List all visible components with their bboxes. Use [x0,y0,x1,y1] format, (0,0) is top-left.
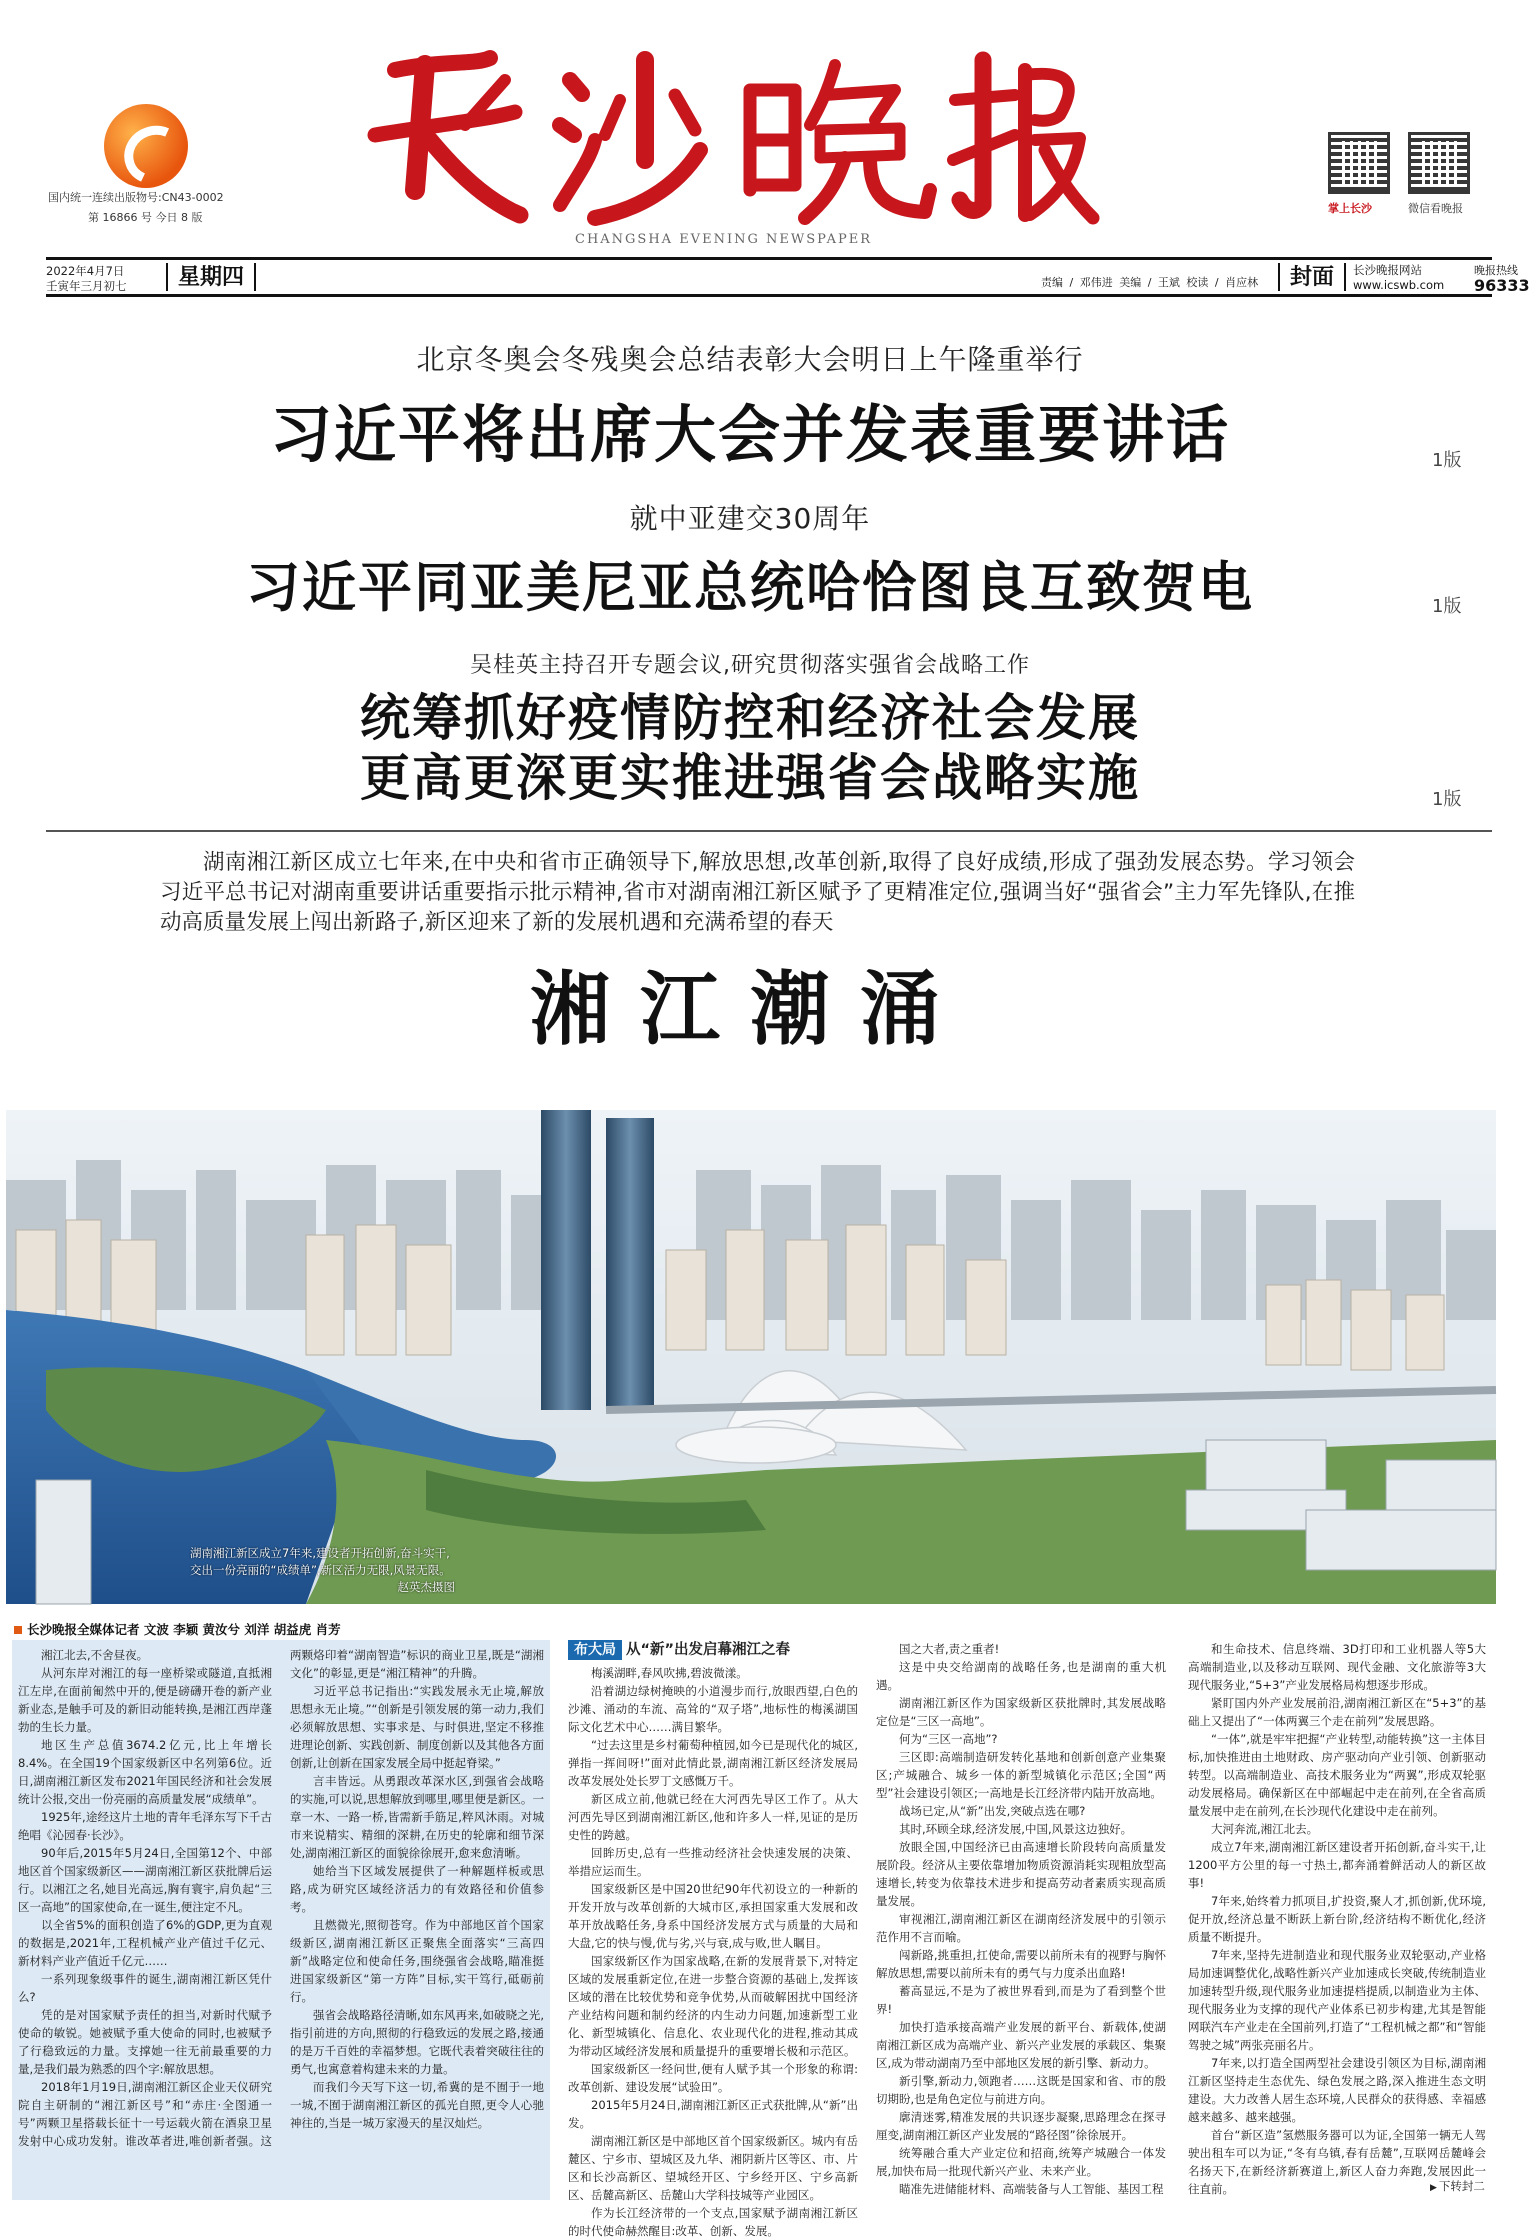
paragraph: 作为长江经济带的一个支点,国家赋予湖南湘江新区的时代使命赫然醒目:改革、创新、发展。 [568,2206,858,2238]
paragraph: 这是中央交给湖南的战略任务,也是湖南的重大机遇。 [876,1660,1166,1692]
body-column-4 [1188,1640,1486,2195]
headline-2-title[interactable]: 习近平同亚美尼亚总统哈恰图良互致贺电 [246,556,1254,619]
headline-2-kicker [0,497,1500,537]
headline-1-page-ref[interactable]: 1版 [1432,450,1462,471]
section-subheading [568,1640,858,1660]
paragraph: 且燃微光,照彻苍穹。作为中部地区首个国家级新区,湖南湘江新区正聚焦全面落实“三高四新”战略定位和使命任务,围绕强省会战略,瞄准挺进国家级新区“第一方阵”目标,实干笃行,砥砺前行。 [290,1918,544,2004]
kicker-text: 北京冬奥会冬残奥会总结表彰大会明日上午隆重举行 [416,343,1084,376]
paragraph: 2015年5月24日,湖南湘江新区正式获批牌,从“新”出发。 [568,2098,858,2130]
byline: 长沙晚报全媒体记者 文波 李颖 黄汝兮 刘洋 胡益虎 肖芳 [14,1620,341,1638]
city-skyline-illustration [6,1110,1496,1604]
paragraph: 国家级新区作为国家战略,在新的发展背景下,对特定区域的发展重新定位,在进一步整合资源的基础上,发挥该区域的潜在比较优势和竞争优势,从而破解困扰中国经济产业结构问题和制约经济的内生动力问题,加速新型工业化、新型城镇化、信息化、农业现代化的进程,推动其成为带动区域经济发展和质量提升的重要增长极和示范区。 [568,1954,858,2058]
paragraph: 紧盯国内外产业发展前沿,湖南湘江新区在“5+3”的基础上又提出了“一体两翼三个走在前列”发展思路。 [1188,1696,1486,1728]
issue-date [46,264,127,294]
paragraph: 国之大者,责之重者! [899,1642,1000,1656]
hotline [1474,263,1530,295]
feature-lead-paragraph: 湖南湘江新区成立七年来,在中央和省市正确领导下,解放思想,改革创新,取得了良好成绩,形成了强劲发展态势。学习领会习近平总书记对湖南重要讲话重要指示批示精神,省市对湖南湘江新区赋予了更精准定位,强调当好“强省会”主力军先锋队,在推动高质量发展上闯出新路子,新区迎来了新的发展机遇和充满希望的春天 [160,850,1355,935]
paragraph: 首台“新区造”氢燃服务器可以为证,全国第一辆无人驾驶出租车可以为证,“冬有乌镇,春有岳麓”,互联网岳麓峰会名扬天下,在新经济新赛道上,新区人奋力奔跑,发展因此一往直前。 [1188,2128,1486,2196]
paragraph: 成立7年来,湖南湘江新区建设者开拓创新,奋斗实干,让1200平方公里的每一寸热土,都奔涌着鲜活动人的新区故事! [1188,1840,1486,1890]
kicker-text: 就中亚建交30周年 [629,502,871,535]
paragraph: 加快打造承接高端产业发展的新平台、新载体,使湖南湘江新区成为高端产业、新兴产业发展的承载区、集聚区,成为带动湖南乃至中部地区发展的新引擎、新动力。 [876,2020,1166,2070]
section-name: 封面 [1278,263,1346,291]
paragraph: 7年来,始终着力抓项目,扩投资,聚人才,抓创新,优环境,促开放,经济总量不断跃上新台阶,经济结构不断优化,经济质量不断提升。 [1188,1894,1486,1944]
weekday: 星期四 [166,263,256,291]
paragraph: 凭的是对国家赋予责任的担当,对新时代赋予使命的敏锐。她被赋予重大使命的同时,也被赋予了行稳致远的力量。支撑她一往无前最重要的力量,是我们最为熟悉的四个字:解放思想。 [18,2008,272,2076]
paragraph: 湖南湘江新区作为国家级新区获批牌时,其发展战略定位是“三区一高地”。 [876,1696,1166,1728]
headline-3-kicker [0,648,1500,679]
paragraph: 7年来,坚持先进制造业和现代服务业双轮驱动,产业格局加速调整优化,战略性新兴产业加速成长突破,传统制造业加速转型升级,现代服务业加速提档提质,以制造业为主体、现代服务业为支撑的现代产业体系已初步构建,尤其是智能网联汽车产业走在全国前列,打造了“工程机械之都”和“智能驾驶之城”两张亮丽名片。 [1188,1948,1486,2052]
paragraph: 三区即:高端制造研发转化基地和创新创意产业集聚区;产城融合、城乡一体的新型城镇化示范区;全国“两型”社会建设引领区;一高地是长江经济带内陆开放高地。 [876,1750,1166,1800]
paragraph: 1925年,途经这片土地的青年毛泽东写下千古绝唱《沁园春·长沙》。 [18,1810,272,1842]
intro-text [18,1646,544,2198]
paragraph: 蓄高显远,不是为了被世界看到,而是为了看到整个世界! [876,1984,1166,2016]
caption-text: 湖南湘江新区成立7年来,建设者开拓创新,奋斗实干,交出一份亮丽的“成绩单”,新区活力无限,风景无限。 [190,1546,451,1577]
paragraph: 7年来,以打造全国两型社会建设引领区为目标,湖南湘江新区坚持走生态优先、绿色发展之路,深入推进生态文明建设。大力改善人居生态环境,人民群众的获得感、幸福感越来越多、越来越强。 [1188,2056,1486,2124]
website-url[interactable]: www.icswb.com [1353,278,1445,292]
headline-1-kicker [0,338,1500,378]
paragraph: 2018年1月19日,湖南湘江新区企业天仪研究院自主研制的“湘江新区号”和“赤庄·全图通一号”两颗卫星搭载长征十一号运载火箭在酒泉卫星发射中心成功发射。谁改革者进,唯创新者强。这两颗烙印着“湖南智造”标识的商业卫星,既是“湖湘文化”的彰显,更是“湘江精神”的升腾。 [18,1648,544,2148]
masthead-calligraphy-title [355,40,1095,230]
paragraph: 回眸历史,总有一些推动经济社会快速发展的决策、举措应运而生。 [568,1846,858,1878]
qr-code-wechat[interactable] [1408,132,1470,194]
lunar-date: 壬寅年三月初七 [46,279,127,293]
registration-number: 国内统一连续出版物号:CN43-0002 [48,191,224,204]
body-column-2 [568,1640,858,2238]
photo-credit: 赵英杰摄图 [397,1580,455,1594]
registration-info [48,188,224,228]
qr-wechat-label: 微信看晚报 [1408,202,1463,215]
website-name: 长沙晚报网站 [1353,263,1422,277]
paragraph: 梅溪湖畔,春风吹拂,碧波微漾。 [591,1666,748,1680]
paragraph: 强省会战略路径清晰,如东风再来,如破晓之光,指引前进的方向,照彻的行稳致远的发展之路,接通的是万千百姓的幸福梦想。它既代表着突破往往的勇气,也寓意着构建未来的力量。 [290,2008,544,2076]
body-column-intro [12,1640,550,2200]
paragraph: 习近平总书记指出:“实践发展永无止境,解放思想永无止境。”“创新是引领发展的第一动力,我们必须解放思想、实事求是、与时俱进,坚定不移推进理论创新、实践创新、制度创新以及其他各方面创新,让创新在国家发展全局中挺起脊梁。” [290,1684,544,1770]
subheading-tag: 布大局 [568,1640,622,1660]
headline-3-line-2: 更高更深更实推进强省会战略实施 [360,749,1140,807]
paragraph: 沿着湖边绿树掩映的小道漫步而行,放眼西望,白色的沙滩、涌动的车流、高耸的“双子塔”,地标性的梅溪湖国际文化艺术中心……满目繁华。 [568,1684,858,1734]
paragraph: 大河奔流,湘江北去。 [1211,1822,1319,1836]
paragraph: 和生命技术、信息终端、3D打印和工业机器人等5大高端制造业,以及移动互联网、现代金融、文化旅游等3大现代服务业,“5+3”产业发展格局构想逐步形成。 [1188,1642,1486,1692]
paragraph: 战场已定,从“新”出发,突破点选在哪? [899,1804,1086,1818]
paragraph: “一体”,就是牢牢把握“产业转型,动能转换”这一主体目标,加快推进由土地财政、房产驱动向产业引领、创新驱动转型。以高端制造业、高技术服务业为“两翼”,形成双轮驱动发展格局。确保新区在中部崛起中走在前列,在全省高质量发展中走在前列,在长沙现代化建设中走在前列。 [1188,1732,1486,1818]
kicker-text: 吴桂英主持召开专题会议,研究贯彻落实强省会战略工作 [470,653,1030,678]
qr-app-label: 掌上长沙 [1328,202,1372,215]
paragraph: 国家级新区一经问世,便有人赋予其一个形象的称谓:改革创新、建设发展“试验田”。 [568,2062,858,2094]
paragraph: 湖南湘江新区是中部地区首个国家级新区。城内有岳麓区、宁乡市、望城区及九华、湘阴新片区等区、市、片区和长沙高新区、望城经开区、宁乡经开区、宁乡高新区、岳麓高新区、岳麓山大学科技城等产业园区。 [568,2134,858,2202]
paragraph: 以全省5%的面积创造了6%的GDP,更为直观的数据是,2021年,工程机械产业产值过千亿元、新材料产业产值近千亿元…… [18,1918,272,1968]
paragraph: 地区生产总值3674.2亿元,比上年增长8.4%。在全国19个国家级新区中名列第6位。近日,湖南湘江新区发布2021年国民经济和社会发展统计公报,交出一份亮丽的高质量发展“成绩单”。 [18,1738,272,1806]
paragraph: 湘江北去,不舍昼夜。 [41,1648,149,1662]
hotline-number: 96333 [1474,276,1530,295]
headline-2-page-ref[interactable]: 1版 [1432,596,1462,617]
paragraph: 新区成立前,他就已经在大河西先导区工作了。从大河西先导区到湖南湘江新区,他和许多人一样,见证的是历史性的跨越。 [568,1792,858,1842]
paragraph: 何为“三区一高地”? [899,1732,998,1746]
paragraph: 廓清迷雾,精准发展的共识逐步凝聚,思路理念在探寻厘变,湖南湘江新区产业发展的“路径图”徐徐展开。 [876,2110,1166,2142]
editorial-staff: 责编 / 邓伟进 美编 / 王斌 校读 / 肖应林 [1041,276,1259,289]
issue-number: 第 16866 号 今日 8 版 [88,211,203,224]
paragraph: 瞄准先进储能材料、高端装备与人工智能、基因工程 [899,2182,1164,2196]
paragraph: 新引擎,新动力,领跑者……这既是国家和省、市的殷切期盼,也是角色定位与前进方向。 [876,2074,1166,2106]
paragraph: 言丰皆远。从勇跟改革深水区,到强省会战略的实施,可以说,思想解放到哪里,哪里便是新区。一章一木、一路一桥,皆需新手筋足,粹风沐雨。对城市来说精实、精细的深耕,在历史的轮廓和细节深处,湖南湘江新区的面貌徐徐展开,愈来愈清晰。 [290,1774,544,1860]
paragraph: 审视湘江,湖南湘江新区在湖南经济发展中的引领示范作用不言而喻。 [876,1912,1166,1944]
headline-3-title[interactable] [0,688,1500,808]
paragraph: 她给当下区域发展提供了一种解题样板或思路,成为研究区域经济活力的有效路径和价值参考。 [290,1864,544,1914]
headline-1-title[interactable]: 习近平将出席大会并发表重要讲话 [269,398,1230,471]
headline-3-page-ref[interactable]: 1版 [1432,789,1462,810]
subheading-text: 从“新”出发启幕湘江之春 [626,1642,791,1658]
paragraph: 一系列现象级事件的诞生,湖南湘江新区凭什么? [18,1972,272,2004]
qr-code-app[interactable] [1328,132,1390,194]
hotline-label: 晚报热线 [1474,264,1518,277]
paragraph: 统筹融合重大产业定位和招商,统筹产城融合一体发展,加快布局一批现代新兴产业、未来产业。 [876,2146,1166,2178]
feature-title[interactable]: 湘江潮涌 [530,962,970,1056]
headline-3-line-1: 统筹抓好疫情防控和经济社会发展 [360,689,1140,747]
website-info[interactable] [1353,263,1444,293]
masthead-english-title: CHANGSHA EVENING NEWSPAPER [575,232,873,247]
paragraph: 而我们今天写下这一切,希冀的是不囿于一地一城,不囿于湖南湘江新区的孤光自照,更令人心驰神往的,当是一城万家漫天的星汉灿烂。 [290,2080,544,2130]
body-column-3 [876,1640,1166,2195]
continued-on-page-link[interactable]: ▶ 下转封二 [1430,2178,1485,2194]
paragraph: 90年后,2015年5月24日,全国第12个、中部地区首个国家级新区——湖南湘江新区获批牌后运行。以湘江之名,她目光高远,胸有寰宇,肩负起“三区一高地”的国家使命,在一诞生,便注定不凡。 [18,1846,272,1914]
headline-divider [46,830,1492,832]
paragraph: 国家级新区是中国20世纪90年代初设立的一种新的开发开放与改革创新的大城市区,承担国家重大发展和改革开放战略任务,身系中国经济发展方式与质量的大局和大盘,它的快与慢,优与劣,兴与衰,成与败,世人瞩目。 [568,1882,858,1950]
paragraph: 放眼全国,中国经济已由高速增长阶段转向高质量发展阶段。经济从主要依靠增加物质资源消耗实现粗放型高速增长,转变为依靠技术进步和提高劳动者素质实现高质量发展。 [876,1840,1166,1908]
paragraph: 其时,环顾全球,经济发展,中国,风景这边独好。 [899,1822,1133,1836]
gregorian-date: 2022年4月7日 [46,264,125,278]
photo-caption [190,1545,455,1596]
issue-info-bar [46,257,1530,297]
newspaper-logo-icon [104,104,188,188]
paragraph: 从河东岸对湘江的每一座桥梁或隧道,直抵湘江左岸,在面前匍然中开的,便是磅礴开卷的新产业新业态,是触手可及的新旧动能转换,是湘江西岸蓬勃的生长力量。 [18,1666,272,1734]
masthead [0,0,1500,260]
feature-photo[interactable] [6,1110,1496,1604]
paragraph: “过去这里是乡村葡萄种植园,如今已是现代化的城区,弹指一挥间呀!”面对此情此景,湖南湘江新区经济发展局改革发展处处长罗丁文感慨万千。 [568,1738,858,1788]
paragraph: 闯新路,挑重担,扛使命,需要以前所未有的视野与胸怀解放思想,需要以前所未有的勇气与力度杀出血路! [876,1948,1166,1980]
